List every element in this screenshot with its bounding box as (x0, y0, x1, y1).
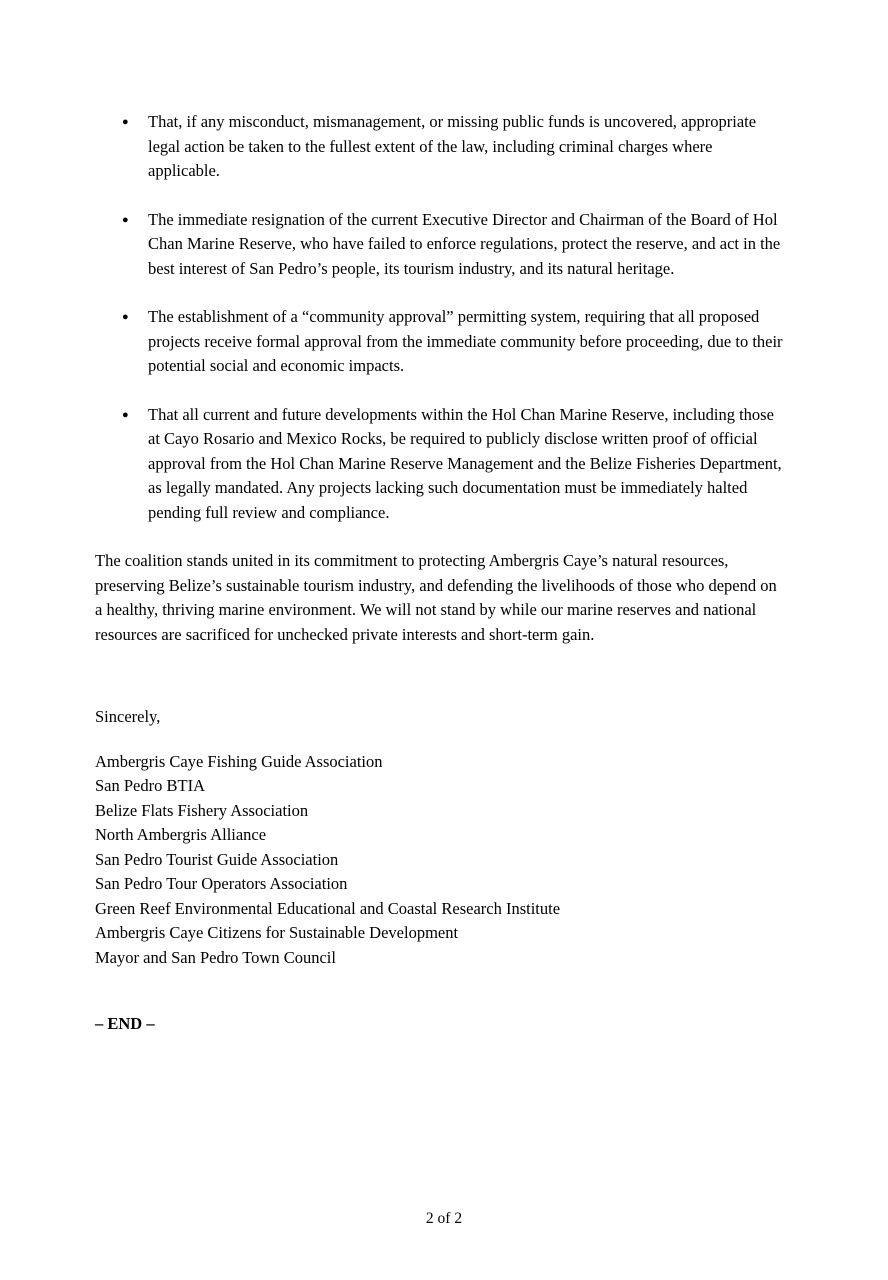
closing-paragraph: The coalition stands united in its commitment to protecting Ambergris Caye’s natural resources, preserving Belize’s sustainable tourism industry, and defending the livelihoods of those who depend on a healthy, thriving marine environment. We will not stand by while our marine reserves and national resources are sacrificed for unchecked private interests and short-term gain. (95, 551, 777, 644)
bullet-icon: ● (122, 311, 129, 323)
bullet-item (95, 208, 784, 282)
document-content (95, 110, 790, 1037)
bullet-icon: ● (122, 116, 129, 128)
bullet-text: That all current and future developments within the Hol Chan Marine Reserve, including those at Cayo Rosario and Mexico Rocks, be required to publicly disclose written proof of official approval from the Hol Chan Marine Reserve Management and the Belize Fisheries Department, as legally mandated. Any projects lacking such documentation must be immediately halted pending full review and compliance. (148, 404, 782, 522)
bullet-icon: ● (122, 408, 129, 421)
signatory-list (95, 750, 790, 971)
bullet-list (95, 110, 790, 525)
signatory: Ambergris Caye Citizens for Sustainable Development (95, 923, 459, 942)
signatory: San Pedro Tourist Guide Association (95, 849, 339, 869)
end-marker: – END – (95, 1014, 155, 1033)
bullet-item (95, 110, 784, 184)
signatory: Belize Flats Fishery Association (95, 800, 309, 820)
signatory: San Pedro BTIA (95, 776, 205, 795)
page-number: 2 of 2 (425, 1210, 463, 1227)
bullet-item (95, 403, 784, 526)
signatory: San Pedro Tour Operators Association (95, 874, 348, 893)
bullet-text: That, if any misconduct, mismanagement, or missing public funds is uncovered, appropriate legal action be taken to the fullest extent of the law, including criminal charges where applicable. (148, 112, 757, 180)
bullet-text: The immediate resignation of the current Executive Director and Chairman of the Board of Hol Chan Marine Reserve, who have failed to enforce regulations, protect the reserve, and act in the best interest of San Pedro’s people, its tourism industry, and its natural heritage. (148, 209, 781, 278)
bullet-item (95, 305, 784, 379)
signoff: Sincerely, (95, 707, 161, 726)
bullet-icon: ● (122, 213, 129, 226)
signatory: Green Reef Environmental Educational and Coastal Research Institute (95, 898, 561, 918)
signatory: North Ambergris Alliance (95, 825, 267, 844)
signatory: Ambergris Caye Fishing Guide Association (95, 751, 383, 771)
bullet-text: The establishment of a “community approval” permitting system, requiring that all proposed projects receive formal approval from the immediate community before proceeding, due to their potential social and economic impacts. (148, 307, 783, 375)
signatory: Mayor and San Pedro Town Council (95, 947, 336, 967)
